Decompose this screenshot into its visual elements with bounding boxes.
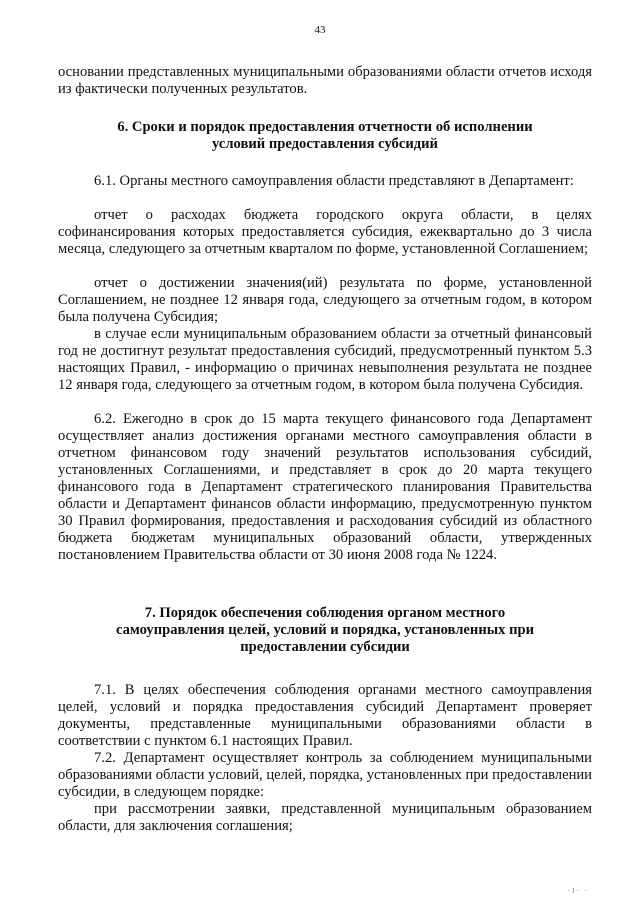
section-6-heading-line-1: 6. Сроки и порядок предоставления отчетности об исполнении [117, 119, 533, 135]
paragraph-6-1-item-1: отчет о расходах бюджета городского округа области, в целях софинансирования которых предоставляется субсидия, ежеквартально до 3 числа месяца, следующего за отчетным кварталом по форме, установленной Соглашением; [58, 207, 592, 257]
paragraph-7-1: 7.1. В целях обеспечения соблюдения органами местного самоуправления целей, условий и порядка предоставления субсидий Департамент проверяет документы, представленные муниципальными образованиями области в соответствии с пунктом 6.1 настоящих Правил. [58, 682, 592, 749]
paragraph-continuation: основании представленных муниципальными образованиями области отчетов исходя из фактически полученных результатов. [58, 64, 592, 97]
page-number: 43 [314, 24, 326, 36]
paragraph-7-2-item-1: при рассмотрении заявки, представленной муниципальным образованием области, для заключения соглашения; [58, 801, 592, 834]
section-7-heading-line-2: самоуправления целей, условий и порядка, установленных при [115, 622, 535, 638]
footer-mark: ·l· · [568, 887, 589, 895]
section-7-heading-line-1: 7. Порядок обеспечения соблюдения органом местного [144, 605, 506, 621]
paragraph-6-1-item-3: в случае если муниципальным образованием области за отчетный финансовый год не достигнут результат предоставления субсидий, предусмотренный пунктом 5.3 настоящих Правил, - информацию о причинах невыполнения результата не позднее 12 января года, следующего за отчетным годом, в котором была получена Субсидия. [58, 326, 592, 393]
paragraph-6-1-item-2: отчет о достижении значения(ий) результата по форме, установленной Соглашением, не позднее 12 января года, следующего за отчетным годом, в котором была получена Субсидия; [58, 275, 592, 325]
paragraph-7-2: 7.2. Департамент осуществляет контроль за соблюдением муниципальными образованиями области условий, целей, порядка, установленных при предоставлении субсидии, в следующем порядке: [58, 750, 592, 800]
section-6-heading-line-2: условий предоставления субсидий [212, 136, 438, 152]
paragraph-6-1: 6.1. Органы местного самоуправления области представляют в Департамент: [94, 173, 574, 189]
paragraph-6-2: 6.2. Ежегодно в срок до 15 марта текущего финансового года Департамент осуществляет анализ достижения органами местного самоуправления области в отчетном финансовом году значений результатов использования субсидий, установленных Соглашениями, и представляет в срок до 20 марта текущего финансового года в Департамент стратегического планирования Правительства области и Департамент финансов области информацию, предусмотренную пунктом 30 Правил формирования, предоставления и расходования субсидий из областного бюджета бюджетам муниципальных образований области, утвержденных постановлением Правительства области от 30 июня 2008 года № 1224. [58, 411, 592, 563]
section-7-heading-line-3: предоставлении субсидии [240, 639, 410, 655]
